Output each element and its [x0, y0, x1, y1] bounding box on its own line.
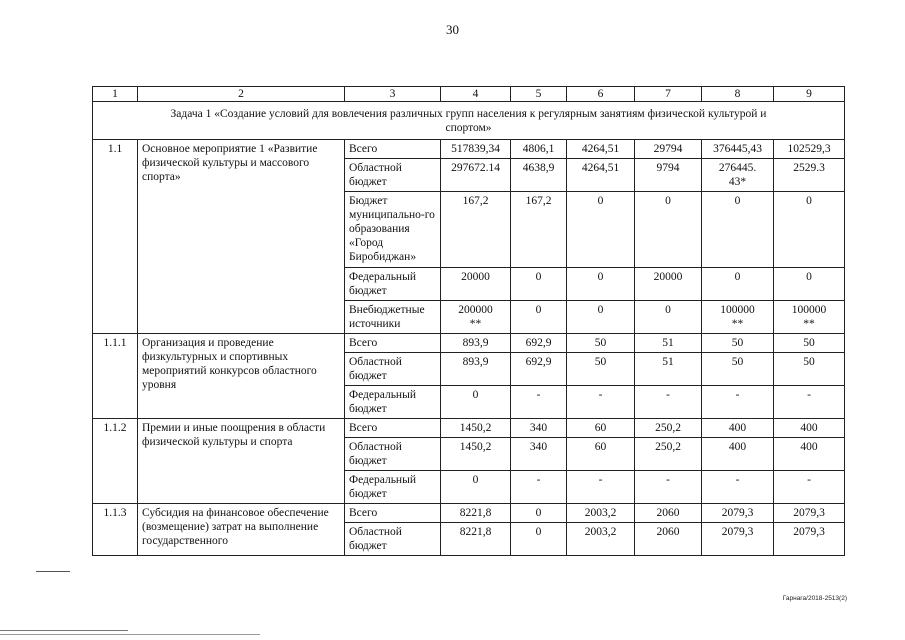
budget-value: 0 [441, 471, 511, 504]
budget-value: 0 [567, 192, 635, 268]
task-title-row [93, 102, 845, 140]
budget-value: 8221,8 [441, 523, 511, 556]
column-number: 2 [138, 87, 345, 102]
page-number: 30 [446, 22, 459, 37]
budget-value: 50 [702, 353, 774, 386]
section-code: 1.1.1 [93, 334, 138, 419]
budget-value: 250,2 [635, 438, 702, 471]
column-number: 4 [441, 87, 511, 102]
section-code: 1.1.3 [93, 504, 138, 556]
budget-value: 2079,3 [774, 504, 845, 523]
budget-value: 2003,2 [567, 523, 635, 556]
section-name: Основное мероприятие 1 «Развитие физической культуры и массового спорта» [138, 140, 345, 334]
funding-source: Всего [345, 140, 441, 159]
budget-value: 250,2 [635, 419, 702, 438]
budget-value: - [702, 386, 774, 419]
funding-source: Всего [345, 504, 441, 523]
budget-value: 50 [567, 353, 635, 386]
funding-source: Бюджет муниципально-го образования «Город Биробиджан» [345, 192, 441, 268]
funding-source: Внебюджетные источники [345, 301, 441, 334]
budget-value: - [774, 471, 845, 504]
budget-value: 0 [774, 268, 845, 301]
table-row [93, 140, 845, 159]
budget-value: 60 [567, 438, 635, 471]
budget-value: 100000 ** [774, 301, 845, 334]
column-number: 9 [774, 87, 845, 102]
budget-value: 0 [511, 523, 567, 556]
budget-value: 50 [774, 353, 845, 386]
budget-value: 276445. 43* [702, 159, 774, 192]
budget-value: 0 [774, 192, 845, 268]
budget-value: 60 [567, 419, 635, 438]
budget-value: 167,2 [511, 192, 567, 268]
budget-value: 9794 [635, 159, 702, 192]
budget-value: 2060 [635, 523, 702, 556]
funding-source: Областной бюджет [345, 353, 441, 386]
column-number: 6 [567, 87, 635, 102]
budget-value: 50 [774, 334, 845, 353]
budget-value: 167,2 [441, 192, 511, 268]
column-number-row [93, 87, 845, 102]
budget-value: 692,9 [511, 334, 567, 353]
budget-value: - [511, 386, 567, 419]
budget-value: 0 [567, 268, 635, 301]
document-footer-code: Гарнага/2018-2513(2) [782, 595, 847, 602]
budget-value: 0 [702, 268, 774, 301]
budget-value: 0 [635, 301, 702, 334]
budget-value: 400 [774, 438, 845, 471]
column-number: 1 [93, 87, 138, 102]
column-number: 8 [702, 87, 774, 102]
budget-value: - [635, 471, 702, 504]
table-row [93, 504, 845, 523]
budget-value: 20000 [441, 268, 511, 301]
section-name: Организация и проведение физкультурных и спортивных мероприятий конкурсов областного уровня [138, 334, 345, 419]
budget-value: 51 [635, 334, 702, 353]
budget-value: 51 [635, 353, 702, 386]
section-code: 1.1 [93, 140, 138, 334]
budget-value: 2079,3 [702, 523, 774, 556]
budget-value: 376445,43 [702, 140, 774, 159]
budget-value: 2079,3 [774, 523, 845, 556]
funding-source: Всего [345, 419, 441, 438]
funding-source: Федеральный бюджет [345, 471, 441, 504]
budget-value: 0 [511, 301, 567, 334]
budget-value: 100000 ** [702, 301, 774, 334]
budget-value: 893,9 [441, 353, 511, 386]
budget-value: 0 [635, 192, 702, 268]
budget-value: - [702, 471, 774, 504]
budget-value: 50 [702, 334, 774, 353]
budget-value: 4264,51 [567, 140, 635, 159]
budget-value: 4806,1 [511, 140, 567, 159]
table-row [93, 419, 845, 438]
funding-source: Всего [345, 334, 441, 353]
budget-value: 2003,2 [567, 504, 635, 523]
funding-source: Областной бюджет [345, 159, 441, 192]
budget-value: 0 [511, 504, 567, 523]
budget-value: 50 [567, 334, 635, 353]
section-name: Премии и иные поощрения в области физической культуры и спорта [138, 419, 345, 504]
budget-value: 29794 [635, 140, 702, 159]
table-row [93, 334, 845, 353]
budget-value: 297672.14 [441, 159, 511, 192]
budget-value: 2060 [635, 504, 702, 523]
budget-value: - [774, 386, 845, 419]
budget-value: 0 [511, 268, 567, 301]
budget-value: - [567, 386, 635, 419]
column-number: 3 [345, 87, 441, 102]
budget-value: 0 [567, 301, 635, 334]
budget-value: 517839,34 [441, 140, 511, 159]
section-name: Субсидия на финансовое обеспечение (возмещение) затрат на выполнение государственного [138, 504, 345, 556]
column-number: 5 [511, 87, 567, 102]
budget-value: 1450,2 [441, 438, 511, 471]
budget-value: 0 [702, 192, 774, 268]
budget-value: - [511, 471, 567, 504]
budget-value: 20000 [635, 268, 702, 301]
budget-value: 692,9 [511, 353, 567, 386]
budget-value: 340 [511, 438, 567, 471]
scan-artifact-line [0, 630, 128, 631]
budget-table [92, 86, 845, 556]
budget-value: 2529.3 [774, 159, 845, 192]
budget-value: 8221,8 [441, 504, 511, 523]
budget-value: 893,9 [441, 334, 511, 353]
budget-value: 0 [441, 386, 511, 419]
budget-value: - [635, 386, 702, 419]
scan-artifact-line [0, 634, 260, 635]
budget-value: - [567, 471, 635, 504]
budget-value: 200000 ** [441, 301, 511, 334]
section-code: 1.1.2 [93, 419, 138, 504]
budget-value: 102529,3 [774, 140, 845, 159]
budget-value: 4638,9 [511, 159, 567, 192]
budget-value: 2079,3 [702, 504, 774, 523]
funding-source: Областной бюджет [345, 523, 441, 556]
funding-source: Федеральный бюджет [345, 386, 441, 419]
budget-value: 400 [702, 438, 774, 471]
budget-value: 340 [511, 419, 567, 438]
budget-value: 400 [702, 419, 774, 438]
column-number: 7 [635, 87, 702, 102]
scan-artifact-line [36, 571, 70, 572]
budget-value: 1450,2 [441, 419, 511, 438]
budget-value: 400 [774, 419, 845, 438]
funding-source: Областной бюджет [345, 438, 441, 471]
task-title: Задача 1 «Создание условий для вовлечения различных групп населения к регулярным занятиям физической культурой и спортом» [93, 102, 845, 140]
budget-value: 4264,51 [567, 159, 635, 192]
funding-source: Федеральный бюджет [345, 268, 441, 301]
